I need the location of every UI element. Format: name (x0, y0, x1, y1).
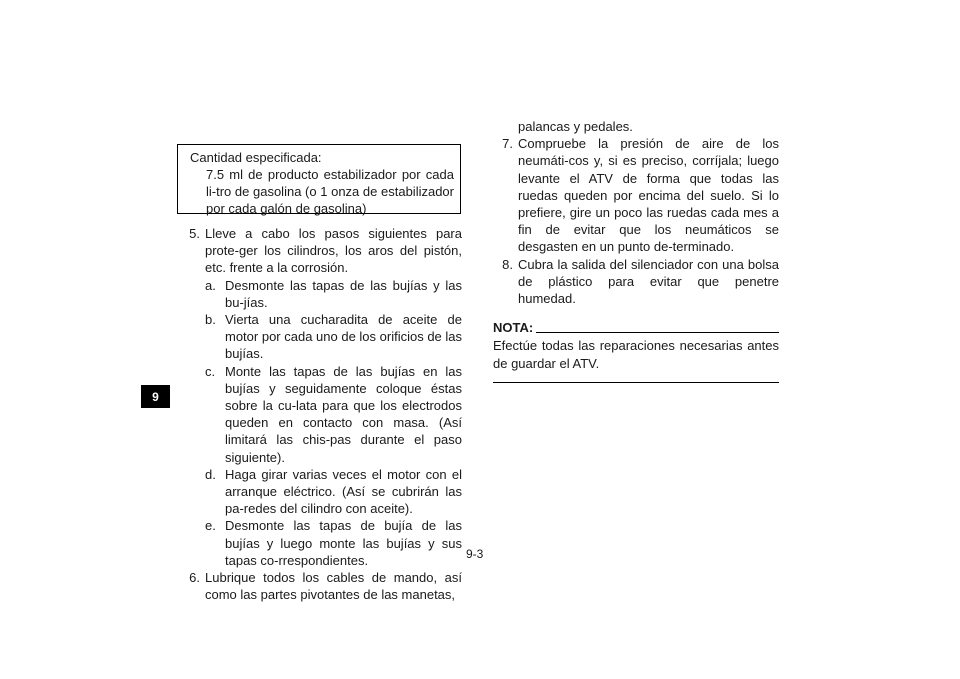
step-5b-text: Vierta una cucharadita de aceite de motor por cada uno de los orificios de las bujías. (225, 312, 463, 362)
step-5a-letter: a. (205, 277, 216, 293)
step-6 (180, 569, 462, 603)
step-5a (180, 277, 462, 311)
step-5e (180, 517, 462, 569)
right-column (493, 118, 779, 383)
nota-rule (536, 332, 779, 333)
step-5e-letter: e. (205, 518, 216, 534)
step-6-continuation: palancas y pedales. (518, 119, 633, 134)
step-5c (180, 363, 462, 466)
spec-box (177, 144, 461, 214)
step-5-text: Lleve a cabo los pasos siguientes para prote-ger los cilindros, los aros del pistón, etc. frente a la corrosión. (205, 226, 462, 276)
step-5d-letter: d. (205, 466, 216, 482)
step-5d (180, 466, 462, 518)
step-6-text: Lubrique todos los cables de mando, así como las partes pivotantes de las manetas, (205, 570, 462, 603)
nota-end-rule (493, 382, 779, 383)
step-8 (493, 256, 779, 308)
step-5c-text: Monte las tapas de las bujías en las bujías y seguidamente coloque éstas sobre la cu-lata para que los electrodos queden en contacto con masa. (Así limitará las chis-pas durante el paso siguiente). (225, 363, 462, 465)
step-8-text: Cubra la salida del silenciador con una bolsa de plástico para evitar que penetre humedad. (518, 256, 779, 307)
step-5b-letter: b. (205, 312, 216, 328)
step-5b (180, 311, 462, 363)
step-5c-letter: c. (205, 363, 216, 379)
step-7 (493, 135, 779, 255)
step-5-number: 5. (189, 226, 200, 241)
step-7-text: Compruebe la presión de aire de los neumáti-cos y, si es preciso, corríjala; luego levante el ATV de forma que todas las ruedas queden por encima del suelo. Si lo prefiere, gire un poco las ruedas cada mes a fin de evitar que los neumáticos se desgasten en un punto de-terminado. (518, 136, 779, 255)
step-6-number: 6. (189, 570, 200, 586)
step-8-number: 8. (502, 256, 513, 272)
step-5d-text: Haga girar varias veces el motor con el arranque eléctrico. (Así se cubrirán las pa-redes del cilindro con aceite). (225, 466, 462, 517)
spec-value: 7.5 ml de producto estabilizador por cada li-tro de gasolina (o 1 onza de estabilizador por cada galón de gasolina) (206, 167, 454, 216)
page-number: 9-3 (466, 547, 484, 561)
nota-label: NOTA: (493, 320, 534, 336)
step-5 (180, 225, 462, 277)
step-5e-text: Desmonte las tapas de bujía de las bujías y luego monte las bujías y sus tapas co-rrespondientes. (225, 518, 462, 568)
step-5a-text: Desmonte las tapas de las bujías y las bu-jías. (225, 277, 462, 310)
step-7-number: 7. (502, 136, 513, 152)
nota-text: Efectúe todas las reparaciones necesarias antes de guardar el ATV. (493, 338, 779, 371)
nota-header (493, 319, 779, 336)
chapter-tab: 9 (141, 385, 170, 408)
spec-label: Cantidad especificada: (190, 150, 322, 165)
left-column (180, 225, 462, 603)
